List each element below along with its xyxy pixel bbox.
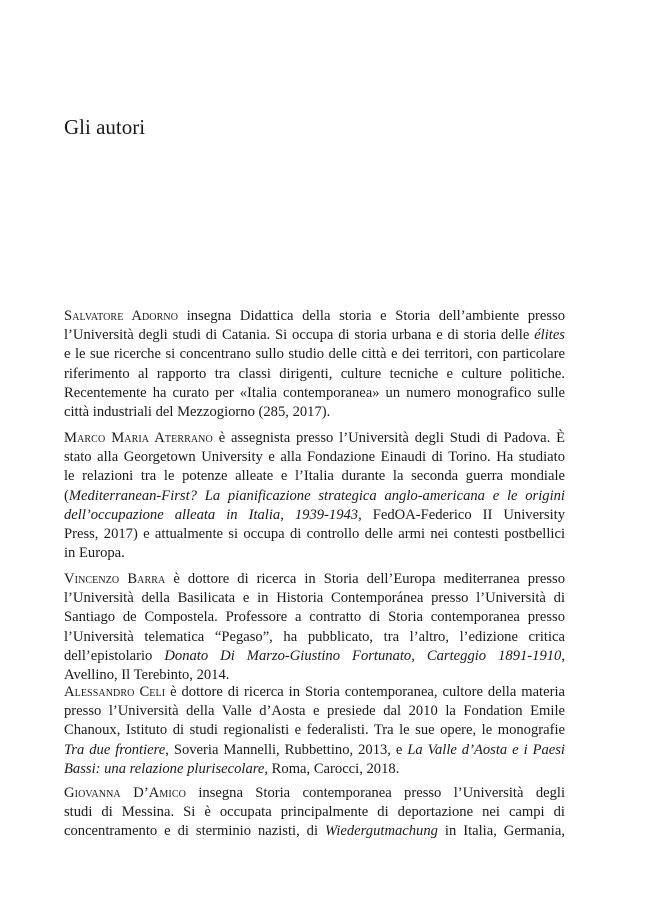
bio-text: è dottore di ricerca in Storia contemporanea, cultore della materia <box>170 684 565 700</box>
bio-text: riferimento al rapporto tra classi dirigenti, culture tecniche e culture politiche. <box>64 365 565 382</box>
bio-line <box>64 760 565 779</box>
bio-text: stato alla Georgetown University e alla Fondazione Einaudi di Torino. Ha studiato <box>64 449 565 466</box>
italic-text: dell’occupazione alleata in Italia, 1939-1943 <box>64 506 359 523</box>
bio-text: concentramento e di sterminio nazisti, di <box>64 823 325 840</box>
bio-text: insegna Storia contemporanea presso l’Università degli <box>198 785 565 801</box>
italic-text: élites <box>534 327 565 344</box>
bio-text: , <box>561 647 565 664</box>
bio-line <box>64 345 565 364</box>
bio-line <box>64 628 565 647</box>
page-title: Gli autori <box>64 115 146 139</box>
bio-text: Chanoux, Istituto di studi regionalisti e federalisti. Tra le sue opere, le monografie <box>64 722 565 739</box>
italic-text: Wiedergutmachung <box>325 823 438 840</box>
bio-text: l’Università della Basilicata e in Historia Contemporánea presso l’Università di <box>64 590 565 607</box>
italic-text: Tra due frontiere <box>64 741 166 758</box>
italic-text: Donato Di Marzo-Giustino Fortunato, Carteggio 1891-1910 <box>164 647 562 664</box>
bio-line <box>64 822 565 841</box>
bio-text: , FedOA-Federico II University <box>358 506 565 523</box>
bio-text: , Roma, Carocci, 2018. <box>264 760 400 777</box>
bio-line <box>64 448 565 467</box>
bio-text: dell’epistolario <box>64 647 165 664</box>
bio-text: le relazioni tra le potenze alleate e l’Italia durante la seconda guerra mondiale <box>64 468 565 485</box>
bio-line <box>64 544 565 563</box>
author-name: Marco Maria Aterrano <box>64 430 213 446</box>
bio-text: in Europa. <box>64 545 125 562</box>
bio-line <box>64 784 565 803</box>
bio-line <box>64 570 565 589</box>
bio-line <box>64 721 565 740</box>
author-name: Salvatore Adorno <box>64 308 179 324</box>
italic-text: La Valle d’Aosta e i Paesi <box>407 741 565 758</box>
author-bio-celi <box>64 683 565 779</box>
bio-line <box>64 307 565 326</box>
author-name: Alessandro Celi <box>64 684 166 700</box>
bio-line <box>64 683 565 702</box>
bio-text: è assegnista presso l’Università degli Studi di Padova. È <box>218 430 565 446</box>
bio-text: in Italia, Germania, <box>437 823 565 840</box>
bio-line <box>64 467 565 486</box>
author-bio-adorno <box>64 307 565 422</box>
author-bio-aterrano <box>64 429 565 563</box>
bio-text: Avellino, Il Terebinto, 2014. <box>64 667 230 684</box>
bio-line <box>64 647 565 666</box>
bio-text: Press, 2017) e attualmente si occupa di controllo delle armi nei contesti postbellici <box>64 526 565 543</box>
author-name: Vincenzo Barra <box>64 571 166 587</box>
italic-text: Bassi: una relazione plurisecolare <box>64 760 265 777</box>
bio-text: l’Università degli studi di Catania. Si occupa di storia urbana e di storia delle <box>64 327 535 344</box>
bio-line <box>64 506 565 525</box>
bio-text: e le sue ricerche si concentrano sullo studio delle città e dei territori, con particolare <box>64 346 565 363</box>
bio-line <box>64 803 565 822</box>
bio-text: , Soveria Mannelli, Rubbettino, 2013, e <box>165 741 408 758</box>
author-name: Giovanna D’Amico <box>64 785 186 801</box>
bio-text: ( <box>64 487 69 504</box>
bio-text: è dottore di ricerca in Storia dell’Europa mediterranea presso <box>173 571 565 587</box>
bio-line <box>64 741 565 760</box>
bio-text: Santiago de Compostela. Professore a contratto di Storia contemporanea presso <box>64 609 565 626</box>
bio-text: Recentemente ha curato per «Italia contemporanea» un numero monografico sulle <box>64 384 565 401</box>
bio-text: studi di Messina. Si è occupata principalmente di deportazione nei campi di <box>64 804 565 821</box>
bio-line <box>64 429 565 448</box>
bio-text: città industriali del Mezzogiorno (285, 2017). <box>64 404 331 421</box>
bio-line <box>64 365 565 384</box>
italic-text: Mediterranean-First? La pianificazione strategica anglo-americana e le origini <box>68 487 565 504</box>
author-bio-damico <box>64 784 565 842</box>
bio-line <box>64 608 565 627</box>
author-bio-barra <box>64 570 565 685</box>
bio-line <box>64 326 565 345</box>
bio-line <box>64 525 565 544</box>
bio-line <box>64 403 565 422</box>
bio-line <box>64 487 565 506</box>
bio-text: insegna Didattica della storia e Storia dell’ambiente presso <box>186 308 565 324</box>
bio-line <box>64 702 565 721</box>
bio-line <box>64 589 565 608</box>
bio-line <box>64 384 565 403</box>
bio-text: l’Università telematica “Pegaso”, ha pubblicato, tra l’altro, l’edizione critica <box>64 628 565 645</box>
bio-text: presso l’Università della Valle d’Aosta e presiede dal 2010 la Fondation Emile <box>64 703 565 720</box>
